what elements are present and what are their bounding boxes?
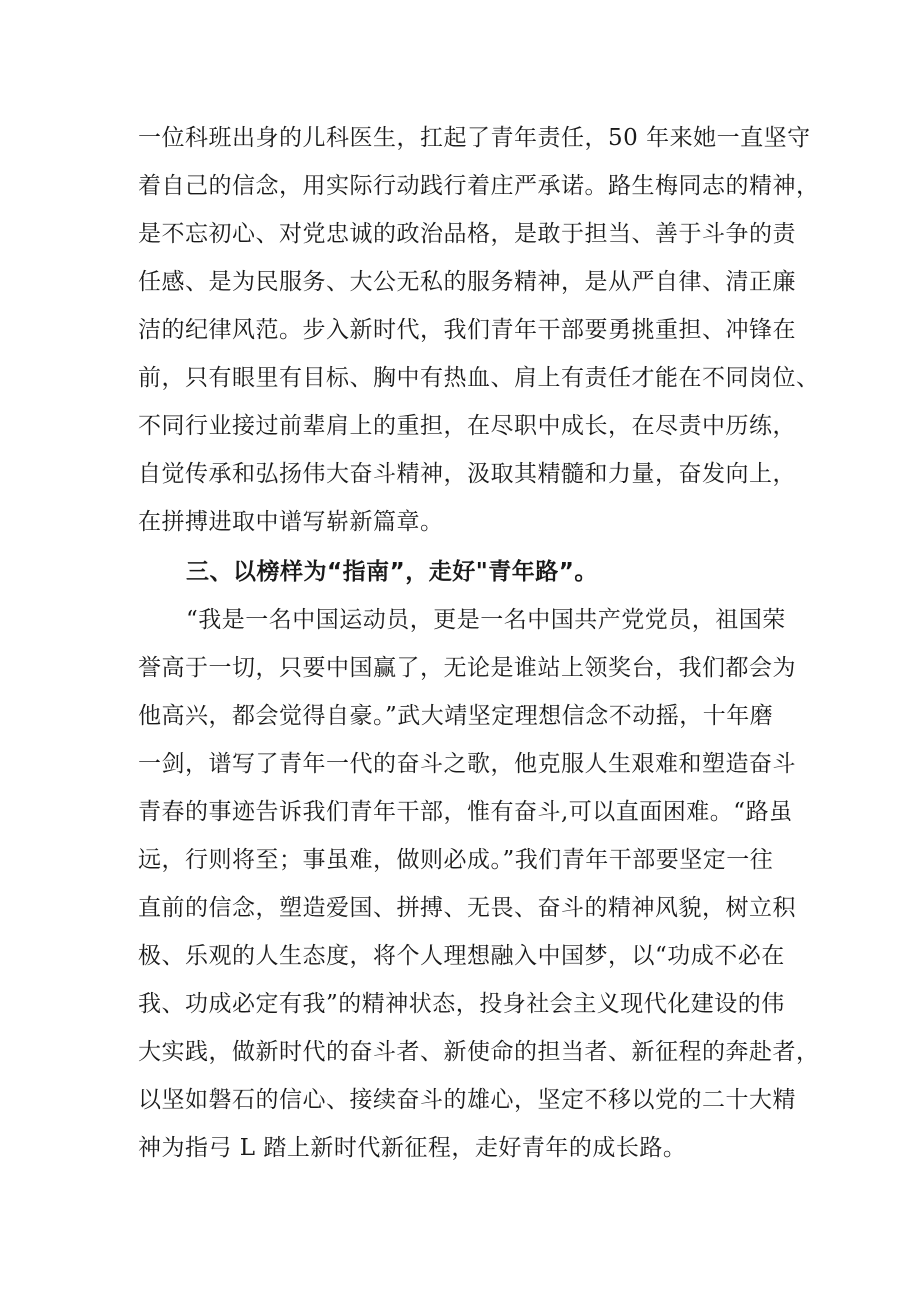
paragraph-line: 任感、是为民服务、大公无私的服务精神，是从严自律、清正廉 xyxy=(138,269,796,295)
paragraph-line: 一位科班出身的儿科医生，扛起了青年责任，50 年来她一直坚守 xyxy=(138,125,811,151)
paragraph-line: 洁的纪律风范。步入新时代，我们青年干部要勇挑重担、冲锋在 xyxy=(138,317,796,343)
paragraph-line: 自觉传承和弘扬伟大奋斗精神，汲取其精髓和力量，奋发向上， xyxy=(138,461,796,487)
paragraph-line: 直前的信念，塑造爱国、拼搏、无畏、奋斗的精神风貌，树立积 xyxy=(138,895,796,921)
paragraph-line: 神为指弓 L 踏上新时代新征程，走好青年的成长路。 xyxy=(138,1135,687,1161)
paragraph-line: 一剑，谱写了青年一代的奋斗之歌，他克服人生艰难和塑造奋斗 xyxy=(138,751,796,777)
paragraph-line: 青春的事迹告诉我们青年干部，惟有奋斗,可以直面困难。“路虽 xyxy=(138,799,793,825)
paragraph-line: 是不忘初心、对党忠诚的政治品格，是敢于担当、善于斗争的责 xyxy=(138,221,796,247)
paragraph-line: 前，只有眼里有目标、胸中有热血、肩上有责任才能在不同岗位、 xyxy=(138,365,820,391)
paragraph-line: 远，行则将至；事虽难，做则必成。”我们青年干部要坚定一往 xyxy=(138,847,774,873)
paragraph-line: 极、乐观的人生态度，将个人理想融入中国梦，以“功成不必在 xyxy=(138,943,785,969)
paragraph-line: 我、功成必定有我”的精神状态，投身社会主义现代化建设的伟 xyxy=(138,991,785,1017)
paragraph-line: 着自己的信念，用实际行动践行着庄严承诺。路生梅同志的精神， xyxy=(138,173,820,199)
paragraph-line: 不同行业接过前辈肩上的重担，在尽职中成长，在尽责中历练， xyxy=(138,413,796,439)
paragraph-line: 他高兴，都会觉得自豪。”武大靖坚定理想信念不动摇，十年磨 xyxy=(138,703,774,729)
paragraph-line: 在拼搏进取中谱写崭新篇章。 xyxy=(138,509,444,535)
section-heading: 三、以榜样为“指南”，走好"青年路”。 xyxy=(186,559,598,585)
paragraph-line: “我是一名中国运动员，更是一名中国共产党党员，祖国荣 xyxy=(186,607,786,633)
paragraph-line: 大实践，做新时代的奋斗者、新使命的担当者、新征程的奔赴者， xyxy=(138,1039,820,1065)
paragraph-line: 誉高于一切，只要中国赢了，无论是谁站上领奖台，我们都会为 xyxy=(138,655,796,681)
paragraph-line: 以坚如磐石的信心、接续奋斗的雄心，坚定不移以党的二十大精 xyxy=(138,1087,796,1113)
